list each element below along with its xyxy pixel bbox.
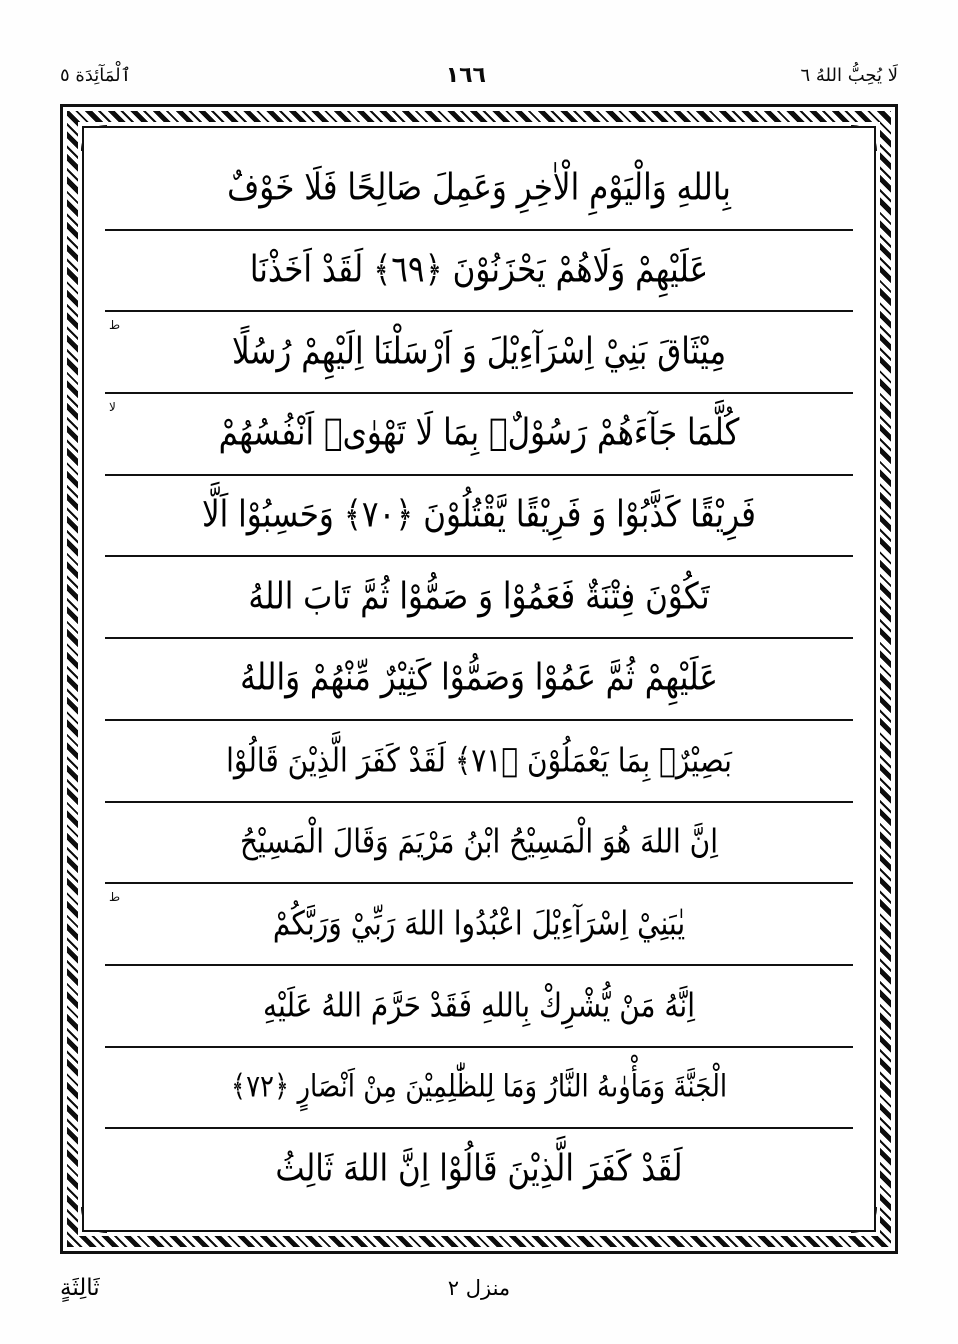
ayah-line-text: الْجَنَّةَ وَمَأْوٰىهُ النَّارُ وَمَا لِلظّٰلِمِيْنَ مِنْ اَنْصَارٍ ﴿٧٢﴾ xyxy=(230,1069,728,1106)
catchword-label: ثَالِثَةٍ xyxy=(60,1275,100,1301)
ayah-line xyxy=(105,394,853,476)
ayah-line-text: فَرِيْقًا كَذَّبُوْا وَ فَرِيْقًا يَّقْتُلُوْنَ ﴿٧٠﴾ وَحَسِبُوْا اَلَّا xyxy=(201,493,756,537)
text-frame-inner xyxy=(82,126,876,1232)
ayah-line xyxy=(105,1129,853,1209)
ayah-line xyxy=(105,1048,853,1130)
ayah-line-text: كُلَّمَا جَآءَهُمْ رَسُوْلٌۢ بِمَا لَا تَهْوٰىۤ اَنْفُسُهُمْ xyxy=(218,412,740,455)
ayah-line-text: بِاللهِ وَالْيَوْمِ الْاٰخِرِ وَعَمِلَ صَالِحًا فَلَا خَوْفٌ xyxy=(227,167,731,210)
ayah-line xyxy=(105,231,853,313)
ayah-line-text: اِنَّهُ مَنْ يُّشْرِكْ بِاللهِ فَقَدْ حَرَّمَ اللهُ عَلَيْهِ xyxy=(262,985,695,1025)
header-surah-label: ٱلْمَآئِدَة ٥ xyxy=(60,64,132,86)
page-footer xyxy=(60,1266,898,1310)
ayah-line-text: عَلَيْهِمْ وَلَاهُمْ يَحْزَنُوْنَ ﴿٦٩﴾ لَقَدْ اَخَذْنَا xyxy=(249,248,709,292)
page-number: ١٦٦ xyxy=(445,62,486,88)
ayah-line xyxy=(105,721,853,803)
ayah-line-text: تَكُوْنَ فِتْنَةٌ فَعَمُوْا وَ صَمُّوْا ثُمَّ تَابَ اللهُ xyxy=(248,575,710,618)
ayah-line xyxy=(105,149,853,231)
ayah-line-text: يٰبَنِيْ اِسْرَآءِيْلَ اعْبُدُوا اللهَ رَبِّيْ وَرَبَّكُمْ xyxy=(272,903,686,943)
waqf-mark: ط xyxy=(109,890,121,905)
ayah-line xyxy=(105,312,853,394)
header-juz-label: لَا يُحِبُّ اللهُ ٦ xyxy=(800,64,898,86)
ayah-line-text: اِنَّ اللهَ هُوَ الْمَسِيْحُ ابْنُ مَرْيَمَ وَقَالَ الْمَسِيْحُ xyxy=(239,822,718,862)
ayah-line xyxy=(105,966,853,1048)
ayah-line-text: مِيْثَاقَ بَنِيْ اِسْرَآءِيْلَ وَ اَرْسَلْنَا اِلَيْهِمْ رُسُلًا xyxy=(231,330,727,373)
manzil-label: منزل ٢ xyxy=(447,1276,511,1300)
ayah-lines xyxy=(105,149,853,1209)
ayah-line-text: عَلَيْهِمْ ثُمَّ عَمُوْا وَصَمُّوْا كَثِيْرٌ مِّنْهُمْ وَاللهُ xyxy=(240,657,718,700)
ayah-line xyxy=(105,639,853,721)
ayah-line xyxy=(105,884,853,966)
ayah-line xyxy=(105,476,853,558)
waqf-mark: ط xyxy=(109,318,121,333)
waqf-mark: لا xyxy=(109,400,116,415)
ayah-line xyxy=(105,803,853,885)
ayah-line xyxy=(105,557,853,639)
ayah-line-text: لَقَدْ كَفَرَ الَّذِيْنَ قَالُوْا اِنَّ اللهَ ثَالِثُ xyxy=(275,1147,683,1190)
page-header xyxy=(60,58,898,92)
text-frame xyxy=(60,104,898,1254)
ayah-line-text: بَصِيْرٌۢ بِمَا يَعْمَلُوْنَ ﴿٧١﴾ لَقَدْ كَفَرَ الَّذِيْنَ قَالُوْا xyxy=(226,740,732,780)
